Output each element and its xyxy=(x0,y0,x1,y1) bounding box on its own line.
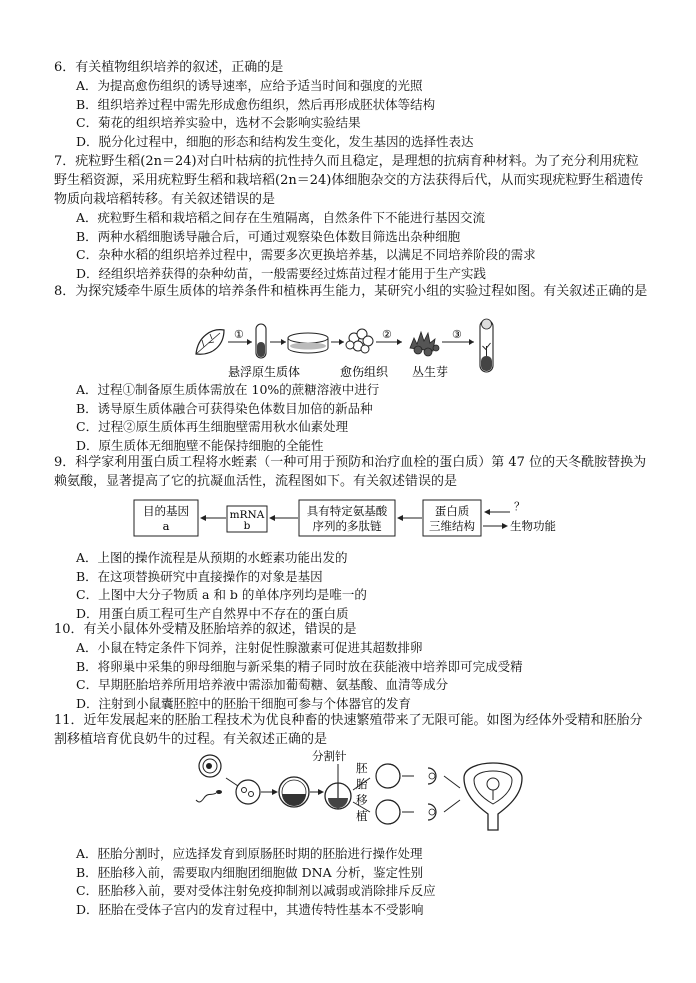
step-1-label: ① xyxy=(234,328,244,341)
question-7-option-b: B．两种水稻细胞诱导融合后，可通过观察染色体数目筛选出杂种细胞 xyxy=(76,228,461,244)
box-target-gene-label: 目的基因 xyxy=(143,504,189,518)
oocyte-icon xyxy=(199,755,221,777)
question-8-stem: 8．为探究矮牵牛原生质体的培养条件和植株再生能力，某研究小组的实验过程如图。有关叙述正确的是 xyxy=(54,284,648,299)
developing-embryo-bottom-icon xyxy=(428,804,436,820)
label-shoot: 丛生芽 xyxy=(412,365,449,379)
question-6-stem: 6．有关植物组织培养的叙述，正确的是 xyxy=(54,60,284,75)
transfer-label-1: 胚 xyxy=(356,761,368,775)
question-10-option-a: A．小鼠在特定条件下饲养，注射促性腺激素可促进其超数排卵 xyxy=(76,640,423,655)
plantlet-tube-icon xyxy=(480,319,493,372)
label-callus: 愈伤组织 xyxy=(340,365,389,379)
test-tube-icon xyxy=(256,324,266,358)
question-9-stem: 9．科学家利用蛋白质工程将水蛭素（一种可用于预防和治疗血栓的蛋白质）第 47 位的天冬酰胺替换为赖氨酸，显著提高了它的抗凝血活性，流程图如下。有关叙述错误的是 xyxy=(54,455,647,489)
embryo-splitting-figure xyxy=(192,748,532,838)
question-7 xyxy=(54,152,650,283)
question-11 xyxy=(54,711,650,749)
callus-icon xyxy=(346,329,373,353)
question-6-option-a: A．为提高愈伤组织的诱导速率，应给予适当时间和强度的光照 xyxy=(76,78,423,93)
question-10-option-d: D．注射到小鼠囊胚腔中的胚胎干细胞可参与个体器官的发育 xyxy=(76,695,412,711)
question-11-stem: 11．近年发展起来的胚胎工程技术为优良种畜的快速繁殖带来了无限可能。如图为经体外受精和胚胎分割移植培育优良奶牛的过程。有关叙述正确的是 xyxy=(54,713,643,747)
question-7-option-d: D．经组织培养获得的杂种幼苗，一般需要经过炼苗过程才能用于生产实践 xyxy=(76,265,487,281)
label-protoplast: 悬浮原生质体 xyxy=(228,365,301,379)
arrow-to-gene xyxy=(200,515,206,521)
question-7-option-c: C．杂种水稻的组织培养过程中，需要多次更换培养基，以满足不同培养阶段的需求 xyxy=(76,247,536,262)
question-9 xyxy=(54,453,650,491)
developing-embryo-top-icon xyxy=(428,768,436,784)
question-8 xyxy=(54,282,650,301)
question-10-stem: 10．有关小鼠体外受精及胚胎培养的叙述，错误的是 xyxy=(54,622,357,637)
question-6-option-d: D．脱分化过程中，细胞的形态和结构发生变化，发生基因的选择性表达 xyxy=(76,133,474,149)
question-7-option-a: A．疣粒野生稻和栽培稻之间存在生殖隔离，自然条件下不能进行基因交流 xyxy=(76,210,486,225)
question-9-option-a: A．上图的操作流程是从预期的水蛭素功能出发的 xyxy=(76,550,348,565)
protoplast-culture-figure xyxy=(190,318,510,380)
arrow-to-mrna xyxy=(269,515,275,521)
question-11-option-d: D．胚胎在受体子宫内的发育过程中，其遗传特性基本不受影响 xyxy=(76,901,424,917)
needle-label: 分割针 xyxy=(312,749,347,763)
question-6-option-b: B．组织培养过程中需先形成愈伤组织，然后再形成胚状体等结构 xyxy=(76,96,436,112)
blastocyst-icon xyxy=(279,777,309,807)
question-8-option-b: B．诱导原生质体融合可获得染色体数目加倍的新品种 xyxy=(76,400,373,416)
question-9-option-d: D．用蛋白质工程可生产自然界中不存在的蛋白质 xyxy=(76,605,349,621)
petri-dish-icon xyxy=(288,333,328,353)
question-9-option-c: C．上图中大分子物质 a 和 b 的单体序列均是唯一的 xyxy=(76,587,367,602)
question-8-option-c: C．过程②原生质体再生细胞壁需用秋水仙素处理 xyxy=(76,419,349,434)
question-11-option-c: C．胚胎移入前，要对受体注射免疫抑制剂以减弱或消除排斥反应 xyxy=(76,883,436,898)
box-target-gene-letter: a xyxy=(162,519,170,533)
question-8-option-a: A．过程①制备原生质体需放在 10%的蔗糖溶液中进行 xyxy=(76,382,380,397)
box-protein-label-2: 三维结构 xyxy=(429,519,475,533)
box-polypeptide-label-2: 序列的多肽链 xyxy=(312,519,382,533)
step-2-label: ② xyxy=(382,328,392,341)
question-mark: ？ xyxy=(514,500,525,513)
question-9-options xyxy=(54,549,650,623)
question-10-option-c: C．早期胚胎培养所用培养液中需添加葡萄糖、氨基酸、血清等成分 xyxy=(76,677,449,692)
question-11-options xyxy=(54,845,650,919)
question-10-option-b: B．将卵巢中采集的卵母细胞与新采集的精子同时放在获能液中培养即可完成受精 xyxy=(76,658,523,674)
box-protein-label-1: 蛋白质 xyxy=(434,504,470,518)
question-7-stem: 7．疣粒野生稻(2n＝24)对白叶枯病的抗性持久而且稳定，是理想的抗病育种材料。为了充分利用疣粒野生稻资源，采用疣粒野生稻和栽培稻(2n＝24)体细胞杂交的方法获得后代，从而实现疣粒野生稻遗传物质向栽培稻转移。有关叙述错误的是 xyxy=(54,154,644,207)
uterus-icon xyxy=(464,763,522,830)
question-10 xyxy=(54,620,650,713)
arrow-from-question xyxy=(484,509,490,515)
half-embryo-top-icon xyxy=(376,764,400,788)
question-8-option-d: D．原生质体无细胞壁不能保持细胞的全能性 xyxy=(76,437,324,453)
split-embryo-icon xyxy=(325,783,351,809)
leaf-icon xyxy=(196,330,224,355)
shoot-cluster-icon xyxy=(410,332,439,356)
box-mrna-letter: b xyxy=(243,520,251,532)
question-8-options xyxy=(54,381,650,455)
sperm-icon xyxy=(196,790,222,802)
arrow-to-polypeptide xyxy=(397,515,403,521)
question-11-option-b: B．胚胎移入前，需要取内细胞团细胞做 DNA 分析，鉴定性别 xyxy=(76,864,424,880)
question-9-option-b: B．在这项替换研究中直接操作的对象是基因 xyxy=(76,568,323,584)
zygote-icon xyxy=(236,780,260,804)
box-mrna-label: mRNA xyxy=(229,509,265,521)
step-3-label: ③ xyxy=(452,328,462,341)
box-polypeptide-label-1: 具有特定氨基酸 xyxy=(306,504,388,518)
transfer-label-2: 胎 xyxy=(356,777,368,791)
transfer-label-4: 植 xyxy=(356,809,368,823)
transfer-label-3: 移 xyxy=(356,793,368,807)
question-6-option-c: C．菊花的组织培养实验中，选材不会影响实验结果 xyxy=(76,115,361,130)
question-11-option-a: A．胚胎分割时，应选择发育到原肠胚时期的胚胎进行操作处理 xyxy=(76,846,423,861)
biological-function-label: 生物功能 xyxy=(510,519,556,533)
protein-engineering-flowchart xyxy=(130,494,580,544)
half-embryo-bottom-icon xyxy=(376,800,400,824)
question-6 xyxy=(54,58,650,151)
arrow-to-function xyxy=(502,523,508,529)
